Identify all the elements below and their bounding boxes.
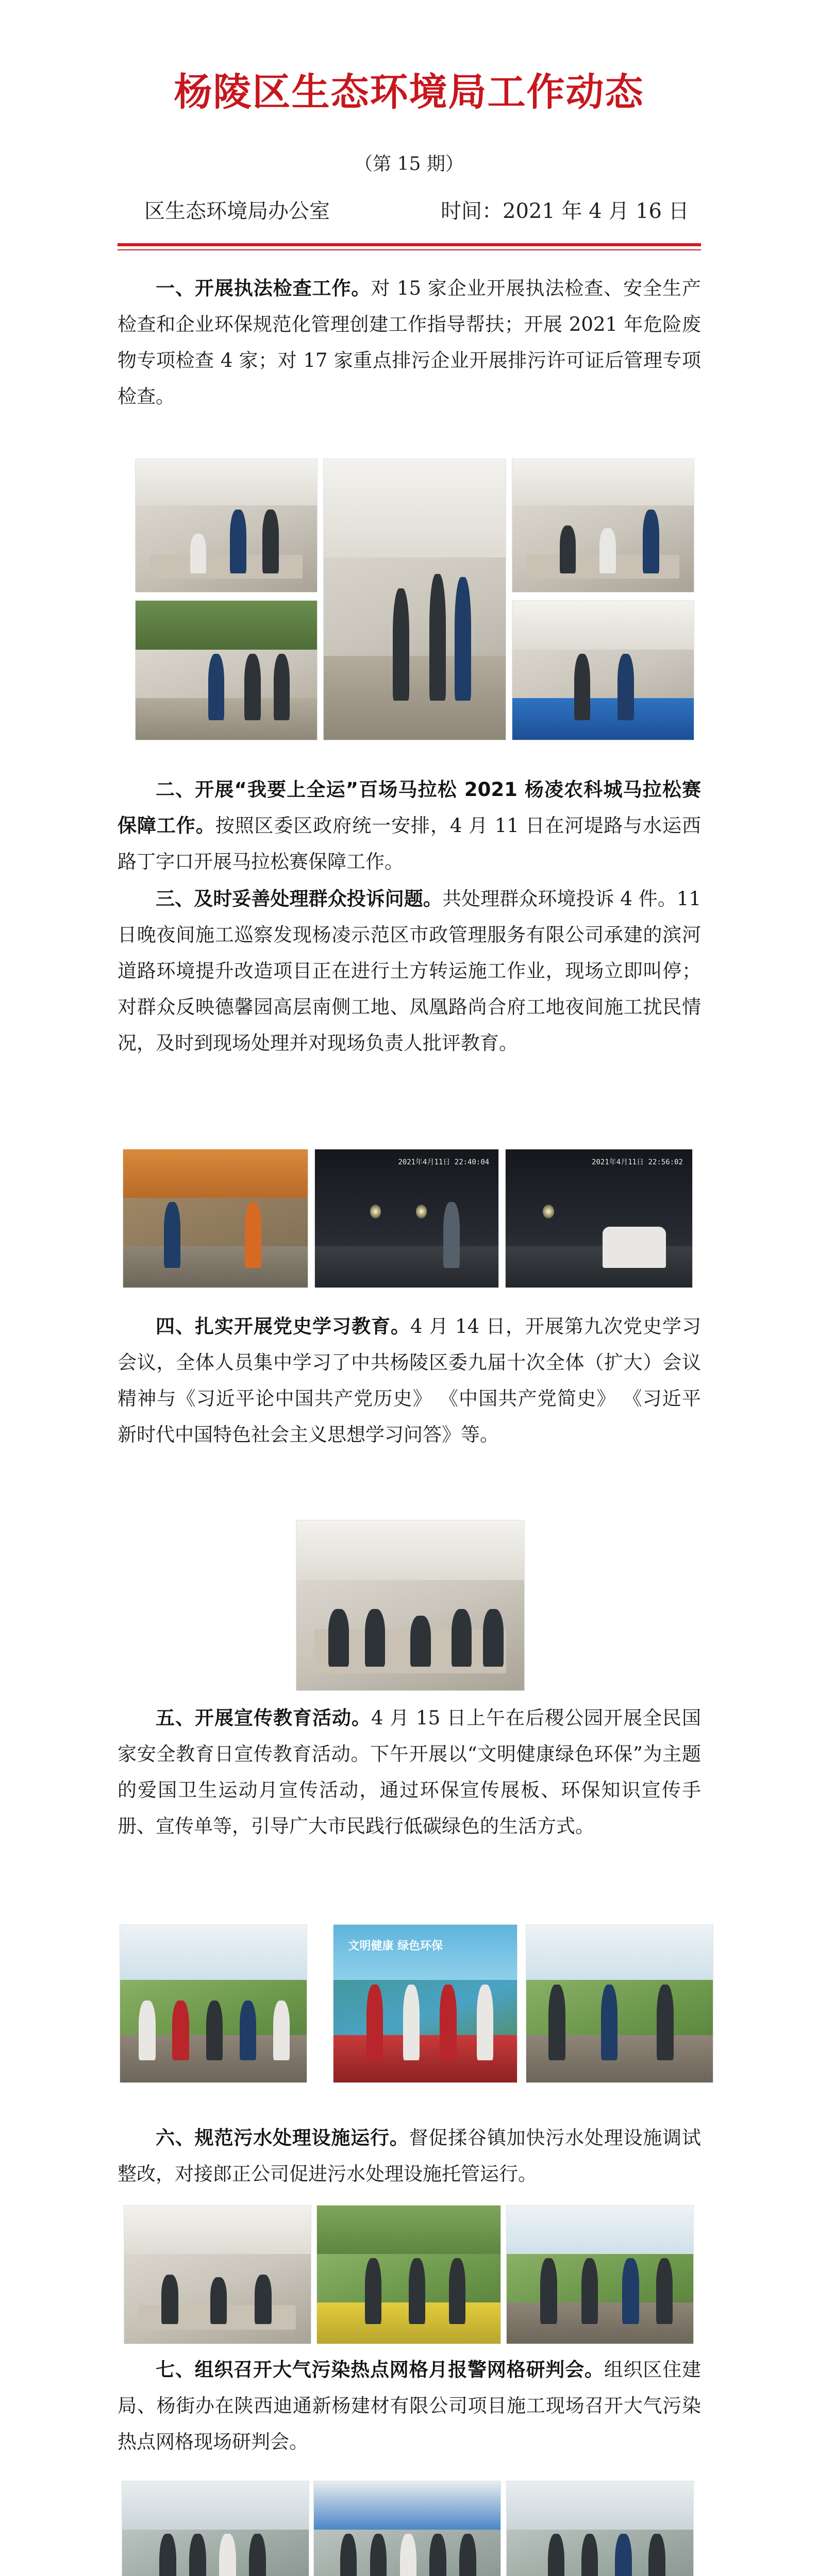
publicity-photo-1 (120, 1924, 307, 2083)
section-body: 对 15 家企业开展执法检查、安全生产检查和企业环保规范化管理创建工作指导帮扶；开展 2021 年危险废物专项检查 4 家；对 17 家重点排污企业开展排污许可证后管理专项检查。 (118, 277, 701, 408)
section-heading: 五、开展宣传教育活动。 (156, 1707, 372, 1729)
photo-timestamp: 2021年4月11日 22:40:04 (398, 1158, 490, 1167)
inspection-photo-2 (135, 600, 318, 740)
inspection-photo-3 (323, 459, 506, 740)
document-title: 杨陵区生态环境局工作动态 (174, 70, 644, 114)
section-body: 按照区委区政府统一安排，4 月 11 日在河堤路与水运西路丁字口开展马拉松赛保障工作。 (118, 815, 701, 873)
air-pollution-photo-3 (506, 2481, 694, 2576)
section-heading: 七、组织召开大气污染热点网格月报警网格研判会。 (156, 2359, 604, 2381)
air-pollution-photo-2 (313, 2481, 501, 2576)
publicity-photo-2 (333, 1924, 517, 2083)
issue-number: （第 15 期） (354, 154, 464, 175)
red-divider-thick (118, 243, 701, 246)
section-4 (118, 1309, 701, 1453)
complaint-photo-1 (123, 1149, 308, 1288)
section-heading: 四、扎实开展党史学习教育。 (156, 1315, 411, 1337)
sewage-photo-2 (316, 2205, 501, 2344)
section-1 (118, 270, 701, 415)
complaint-photo-2 (314, 1149, 499, 1288)
inspection-photo-5 (512, 600, 694, 740)
inspection-photo-4 (512, 459, 694, 592)
section-3 (118, 881, 701, 1061)
section-7 (118, 2352, 701, 2460)
issue-date: 时间：2021 年 4 月 16 日 (441, 199, 689, 223)
section-heading: 六、规范污水处理设施运行。 (156, 2127, 409, 2149)
sewage-photo-1 (124, 2205, 311, 2344)
section-body: 4 月 14 日，开展第九次党史学习会议，全体人员集中学习了中共杨陵区委九届十次全体（扩大）会议精神与《习近平论中国共产党历史》 《中国共产党简史》 《习近平新时代中国特色社会主义思想学习问答》等。 (118, 1315, 702, 1446)
air-pollution-photo-1 (122, 2481, 309, 2576)
section-6 (118, 2120, 701, 2192)
inspection-photo-1 (135, 459, 318, 592)
sewage-photo-3 (506, 2205, 694, 2344)
complaint-photo-3 (505, 1149, 693, 1288)
issuing-office: 区生态环境局办公室 (144, 199, 330, 223)
publicity-photo-3 (526, 1924, 713, 2083)
section-body: 督促揉谷镇加快污水处理设施调试整改，对接郎正公司促进污水处理设施托管运行。 (118, 2127, 702, 2185)
banner-text: 文明健康 绿色环保 (348, 1940, 443, 1953)
section-body: 组织区住建局、杨街办在陕西迪通新杨建材有限公司项目施工现场召开大气污染热点网格现场研判会。 (118, 2359, 702, 2453)
section-heading: 二、开展“我要上全运”百场马拉松 2021 杨凌农科城马拉松赛保障工作。 (118, 778, 701, 837)
section-2 (118, 772, 701, 880)
section-heading: 一、开展执法检查工作。 (156, 277, 371, 299)
section-body: 4 月 15 日上午在后稷公园开展全民国家安全教育日宣传教育活动。下午开展以“文明健康绿色环保”为主题的爱国卫生运动月宣传活动，通过环保宣传展板、环保知识宣传手册、宣传单等，引导广大市民践行低碳绿色的生活方式。 (118, 1707, 702, 1837)
section-5 (118, 1700, 701, 1844)
section-heading: 三、及时妥善处理群众投诉问题。 (156, 888, 442, 910)
photo-timestamp: 2021年4月11日 22:56:02 (592, 1158, 683, 1167)
red-divider-thin (118, 249, 701, 250)
party-history-meeting-photo (296, 1520, 525, 1691)
section-body: 共处理群众环境投诉 4 件。11 日晚夜间施工巡察发现杨凌示范区市政管理服务有限公司承建的滨河道路环境提升改造项目正在进行土方转运施工作业，现场立即叫停；对群众反映德馨园高层南侧工地、凤凰路尚合府工地夜间施工扰民情况，及时到现场处理并对现场负责人批评教育。 (118, 888, 701, 1054)
